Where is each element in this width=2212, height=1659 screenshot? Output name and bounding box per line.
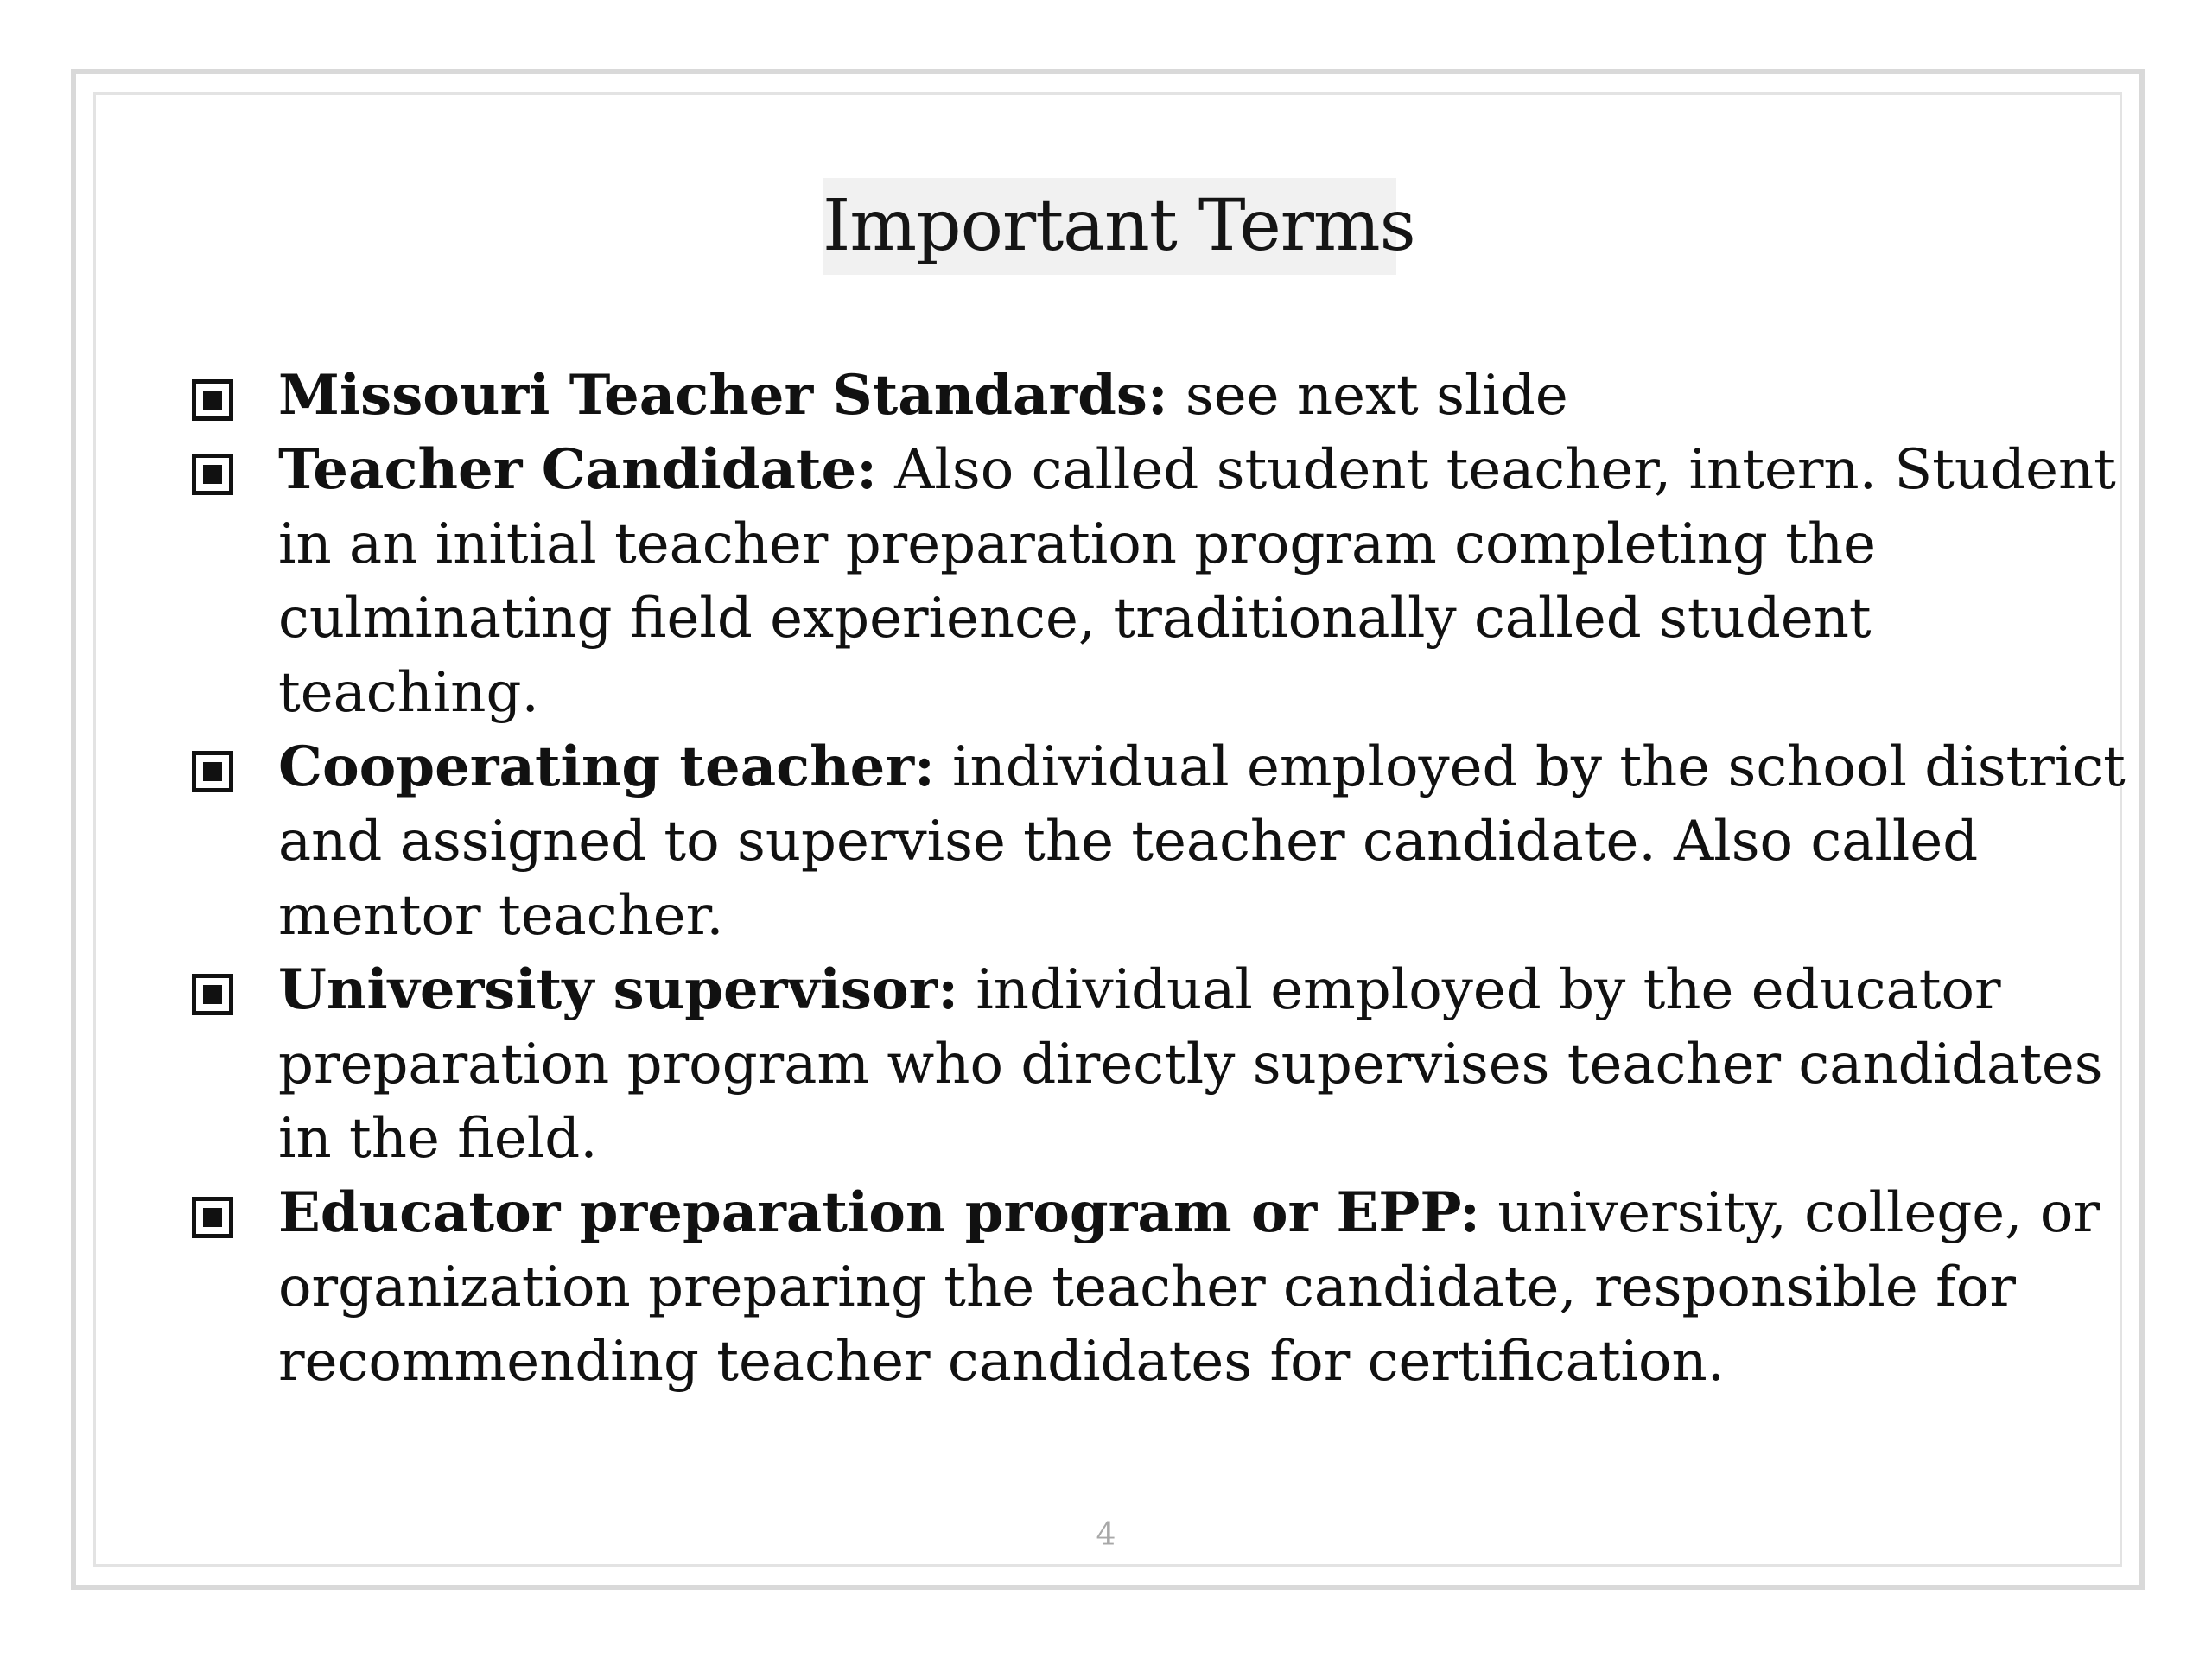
page-number: 4 xyxy=(1096,1517,1116,1553)
slide-title: Important Terms xyxy=(823,178,1396,275)
term-line xyxy=(278,433,2116,507)
term-item xyxy=(190,359,2091,433)
term-item xyxy=(190,433,2116,730)
term-name: Missouri Teacher Standards: xyxy=(278,363,1168,428)
square-bullet-icon xyxy=(192,379,233,421)
term-definition: university, college, or xyxy=(1479,1181,2100,1245)
square-bullet-icon xyxy=(192,1197,233,1238)
term-name: Educator preparation program or EPP: xyxy=(278,1180,1480,1245)
term-definition-line: organization preparing the teacher candidate, responsible for xyxy=(278,1255,2016,1319)
term-definition: see next slide xyxy=(1167,364,1568,428)
square-bullet-icon xyxy=(192,974,233,1015)
square-bullet-icon xyxy=(192,751,233,792)
square-bullet-icon xyxy=(192,454,233,495)
term-item xyxy=(190,730,2126,953)
term-line xyxy=(278,1176,2100,1250)
term-definition-line: culminating field experience, traditionally called student xyxy=(278,587,1872,651)
term-definition-line: teaching. xyxy=(278,661,539,725)
term-name: University supervisor: xyxy=(278,957,958,1022)
term-item xyxy=(190,1176,2100,1399)
term-line xyxy=(278,359,2091,433)
terms-list xyxy=(190,359,2126,1399)
term-definition: Also called student teacher, intern. Student xyxy=(876,438,2116,502)
term-definition-line: recommending teacher candidates for certification. xyxy=(278,1330,1726,1394)
term-line xyxy=(278,953,2091,1027)
term-item xyxy=(190,953,2103,1176)
term-definition-line: and assigned to supervise the teacher candidate. Also called xyxy=(278,810,1979,874)
term-definition-line: in an initial teacher preparation program completing the xyxy=(278,512,1877,576)
term-name: Cooperating teacher: xyxy=(278,734,935,799)
term-definition-line: in the field. xyxy=(278,1107,598,1171)
term-line xyxy=(278,730,2126,804)
term-definition-line: preparation program who directly supervises teacher candidates xyxy=(278,1033,2103,1096)
term-definition: individual employed by the school district xyxy=(934,735,2126,799)
term-name: Teacher Candidate: xyxy=(278,437,877,502)
term-definition-line: mentor teacher. xyxy=(278,884,724,948)
term-definition: individual employed by the educator xyxy=(957,958,2001,1022)
